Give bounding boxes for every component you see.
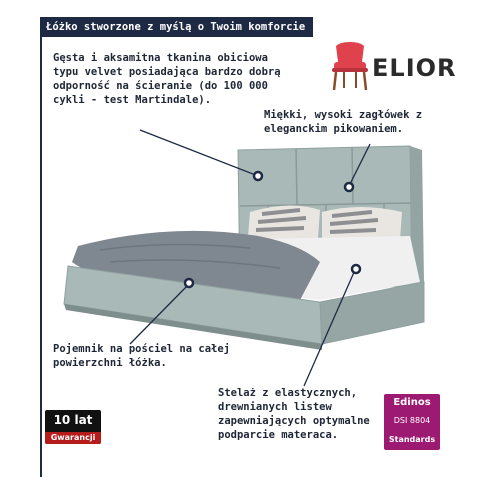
feature-storage: Pojemnik na pościel na całej powierzchni łóżka.	[53, 343, 231, 369]
page-title: Łóżko stworzone z myślą o Twoim komforcie	[40, 17, 313, 37]
cert-code: DSI 8804	[393, 416, 431, 425]
feature-headboard: Miękki, wysoki zagłówek z eleganckim pikowaniem.	[264, 109, 423, 135]
cert-standards: Standards	[388, 435, 436, 444]
warranty-badge	[45, 410, 101, 444]
feature-slats: Stelaż z elastycznych, drewnianych listew zapewniających optymalne podparcie materaca.	[218, 387, 370, 441]
marker-fabric	[254, 172, 262, 180]
marker-headboard	[345, 183, 353, 191]
feature-fabric: Gęsta i aksamitna tkanina obiciowa typu velvet posiadająca bardzo dobrą odporność na ścieranie (do 100 000 cykli - test Martindale).	[53, 52, 281, 106]
warranty-label: Gwarancji	[45, 432, 101, 444]
brand-name: ELIOR	[372, 54, 457, 82]
marker-storage	[185, 279, 193, 287]
marker-slats	[352, 265, 360, 273]
warranty-years: 10 lat	[53, 413, 93, 427]
cert-title: Edinos	[393, 397, 431, 408]
certification-badge	[384, 394, 440, 450]
